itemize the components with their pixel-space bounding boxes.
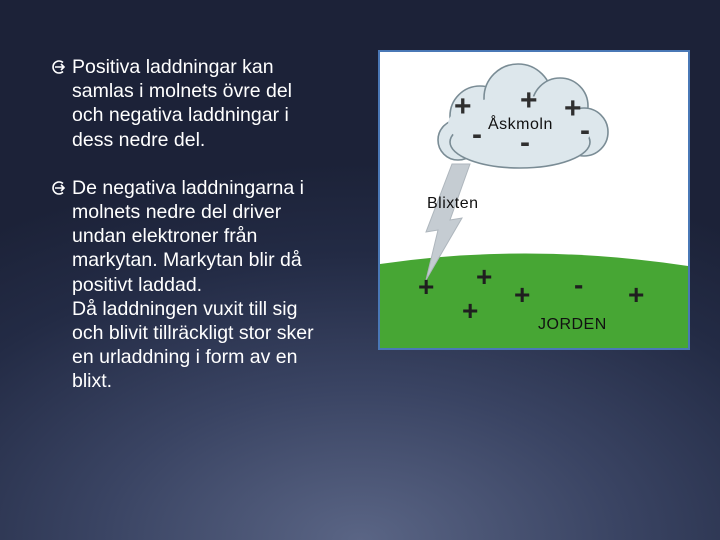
cloud-minus-charge: -	[520, 126, 530, 159]
bullet-text-1: Positiva laddningar kan samlas i molnets övre del och negativa laddningar i dess nedre del.	[72, 56, 293, 151]
bullet-list	[50, 55, 360, 418]
ground-plus-charge: +	[628, 279, 645, 310]
ground-plus-charge: +	[418, 271, 435, 302]
thunderstorm-figure	[378, 50, 690, 350]
cloud-minus-charge: -	[472, 118, 482, 151]
bullet-text-2: De negativa laddningarna i molnets nedre del driver undan elektroner från markytan. Markytan blir då positivt laddad. Då laddningen vuxit till sig och blivit tillräckligt stor sker en urladdning i form av en blixt.	[72, 176, 314, 393]
lightning-label: Blixten	[427, 195, 479, 212]
cloud-label: Åskmoln	[488, 116, 553, 133]
cloud-plus-charge: +	[564, 92, 582, 125]
ground-plus-charge: +	[476, 261, 493, 292]
circle-arrow-icon	[50, 55, 66, 79]
cloud-plus-charge: +	[520, 84, 538, 117]
bullet-item-2	[50, 176, 360, 394]
ground-plus-charge: +	[462, 295, 479, 326]
cloud-plus-charge: +	[454, 90, 472, 123]
ground-label: JORDEN	[538, 316, 607, 333]
cloud-minus-charge: -	[580, 114, 590, 147]
ground-minus-charge: -	[574, 269, 584, 300]
circle-arrow-icon	[50, 176, 66, 200]
bullet-item-1	[50, 55, 360, 152]
ground-plus-charge: +	[514, 279, 531, 310]
